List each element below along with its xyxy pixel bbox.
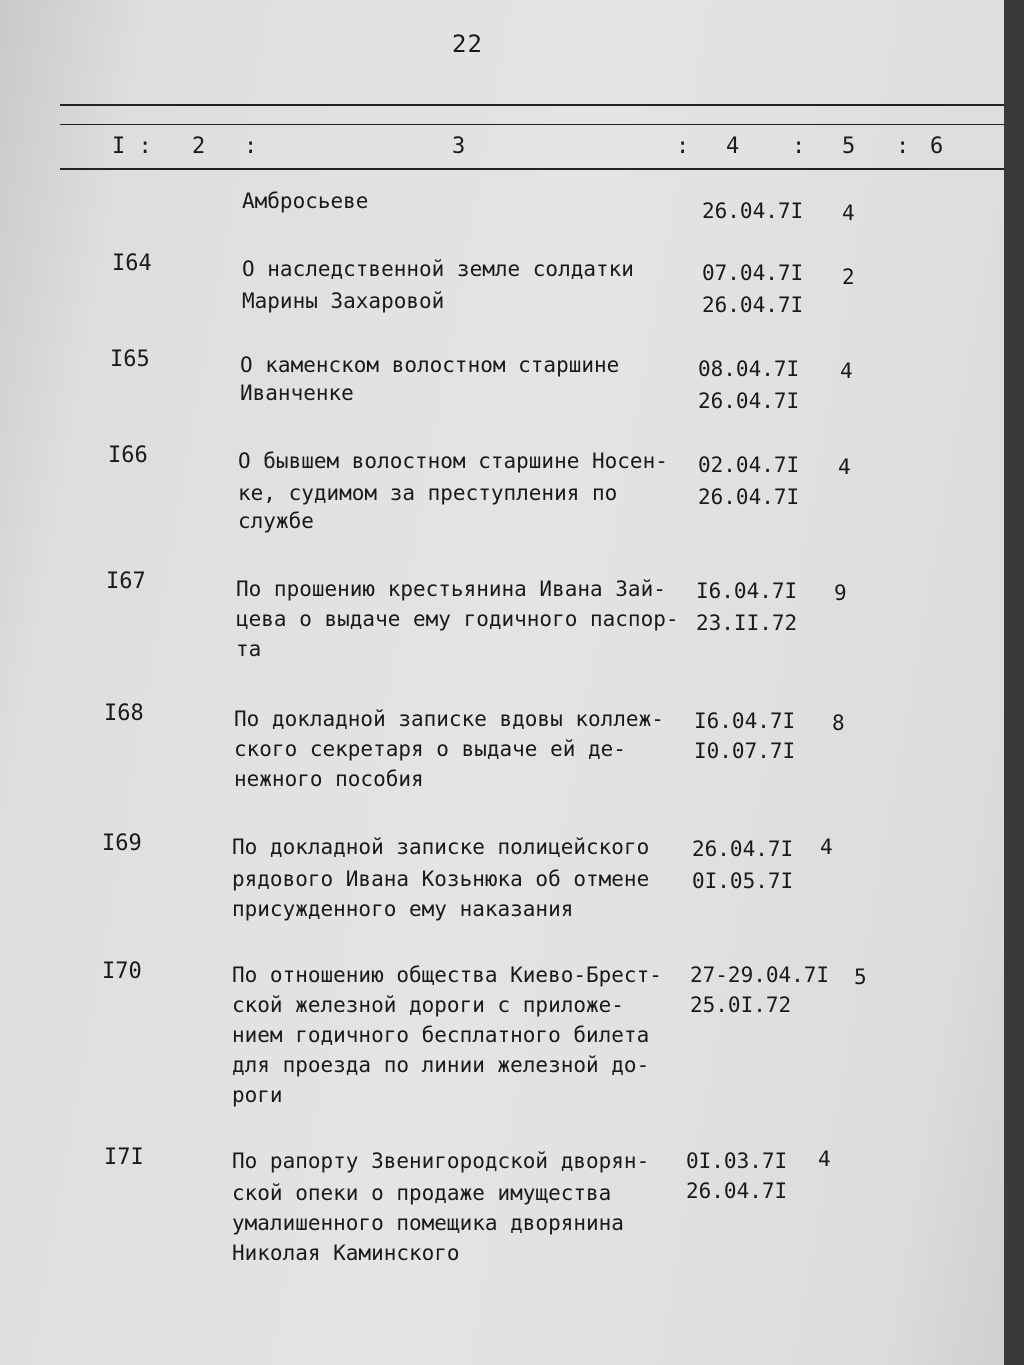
entry-number: I69 (102, 831, 142, 856)
page-number: 22 (452, 30, 483, 58)
column-header-separator: : (244, 134, 258, 159)
entry-number: I67 (106, 569, 146, 594)
entry-end-date: 26.04.7I (686, 1179, 788, 1203)
entry-number: I65 (110, 347, 150, 372)
entry-title-line: По рапорту Звенигородской дворян- (232, 1149, 650, 1173)
entry-sheet-count: 8 (832, 711, 845, 735)
entry-end-date: 0I.05.7I (692, 869, 794, 893)
column-header-6: 6 (930, 134, 944, 159)
entry-title-line: По отношению общества Киево-Брест- (232, 963, 662, 987)
entry-title-line: Николая Каминского (232, 1241, 460, 1265)
entry-number: I68 (104, 701, 144, 726)
entry-title-line: ке, судимом за преступления по (238, 481, 618, 505)
entry-sheet-count: 2 (842, 265, 855, 289)
entry-title-line: По прошению крестьянина Ивана Зай- (236, 577, 666, 601)
entry-end-date: 26.04.7I (698, 389, 800, 413)
entry-sheet-count: 9 (834, 581, 847, 605)
column-header-separator: : (676, 134, 690, 159)
header-rule-top-thin (60, 124, 1004, 125)
entry-title-line: Амбросьеве (242, 189, 369, 213)
entry-title-line: для проезда по линии железной до- (232, 1053, 650, 1077)
entry-end-date: 26.04.7I (702, 293, 804, 317)
entry-end-date: 23.II.72 (696, 611, 798, 635)
entry-start-date: I6.04.7I (696, 579, 798, 603)
entry-title-line: ского секретаря о выдаче ей де- (234, 737, 626, 761)
entry-start-date: 26.04.7I (702, 199, 804, 223)
column-header-4: 4 (726, 134, 740, 159)
header-rule-bottom (60, 168, 1004, 170)
entry-title-line: нием годичного бесплатного билета (232, 1023, 650, 1047)
header-rule-top (60, 104, 1004, 106)
entry-number: I7I (104, 1145, 144, 1170)
entry-number: I70 (102, 959, 142, 984)
entry-number: I64 (112, 251, 152, 276)
entry-title-line: та (236, 637, 262, 661)
entry-title-line: О наследственной земле солдатки (242, 257, 634, 281)
entry-sheet-count: 4 (840, 359, 853, 383)
entry-start-date: I6.04.7I (694, 709, 796, 733)
entry-number: I66 (108, 443, 148, 468)
entry-title-line: роги (232, 1083, 283, 1107)
entry-sheet-count: 4 (842, 201, 855, 225)
entry-title-line: ской железной дороги с приложе- (232, 993, 624, 1017)
entry-title-line: ской опеки о продаже имущества (232, 1181, 612, 1205)
entry-start-date: 27-29.04.7I (690, 963, 830, 987)
entry-start-date: 02.04.7I (698, 453, 800, 477)
entry-end-date: 26.04.7I (698, 485, 800, 509)
entry-start-date: 08.04.7I (698, 357, 800, 381)
entry-end-date: I0.07.7I (694, 739, 796, 763)
column-header-1: I : (112, 134, 152, 159)
entry-title-line: О бывшем волостном старшине Носен- (238, 449, 668, 473)
entry-title-line: Иванченке (240, 381, 354, 405)
entry-title-line: Марины Захаровой (242, 289, 445, 313)
entry-title-line: цева о выдаче ему годичного паспор- (236, 607, 679, 631)
entry-end-date: 25.0I.72 (690, 993, 792, 1017)
entry-title-line: По докладной записке вдовы коллеж- (234, 707, 664, 731)
column-header-5: 5 (842, 134, 856, 159)
entry-title-line: службе (238, 509, 314, 533)
column-header-separator: : (792, 134, 806, 159)
entry-sheet-count: 4 (838, 455, 851, 479)
entry-title-line: присужденного ему наказания (232, 897, 574, 921)
entry-start-date: 07.04.7I (702, 261, 804, 285)
entry-start-date: 26.04.7I (692, 837, 794, 861)
entry-sheet-count: 4 (818, 1147, 831, 1171)
entry-sheet-count: 4 (820, 835, 833, 859)
entry-title-line: рядового Ивана Козьнюка об отмене (232, 867, 650, 891)
column-header-2: 2 (192, 134, 206, 159)
entry-title-line: умалишенного помещика дворянина (232, 1211, 624, 1235)
entry-title-line: По докладной записке полицейского (232, 835, 650, 859)
column-header-separator: : (896, 134, 910, 159)
entry-sheet-count: 5 (854, 965, 867, 989)
entry-title-line: О каменском волостном старшине (240, 353, 620, 377)
entry-title-line: нежного пособия (234, 767, 424, 791)
entry-start-date: 0I.03.7I (686, 1149, 788, 1173)
column-header-3: 3 (452, 134, 466, 159)
